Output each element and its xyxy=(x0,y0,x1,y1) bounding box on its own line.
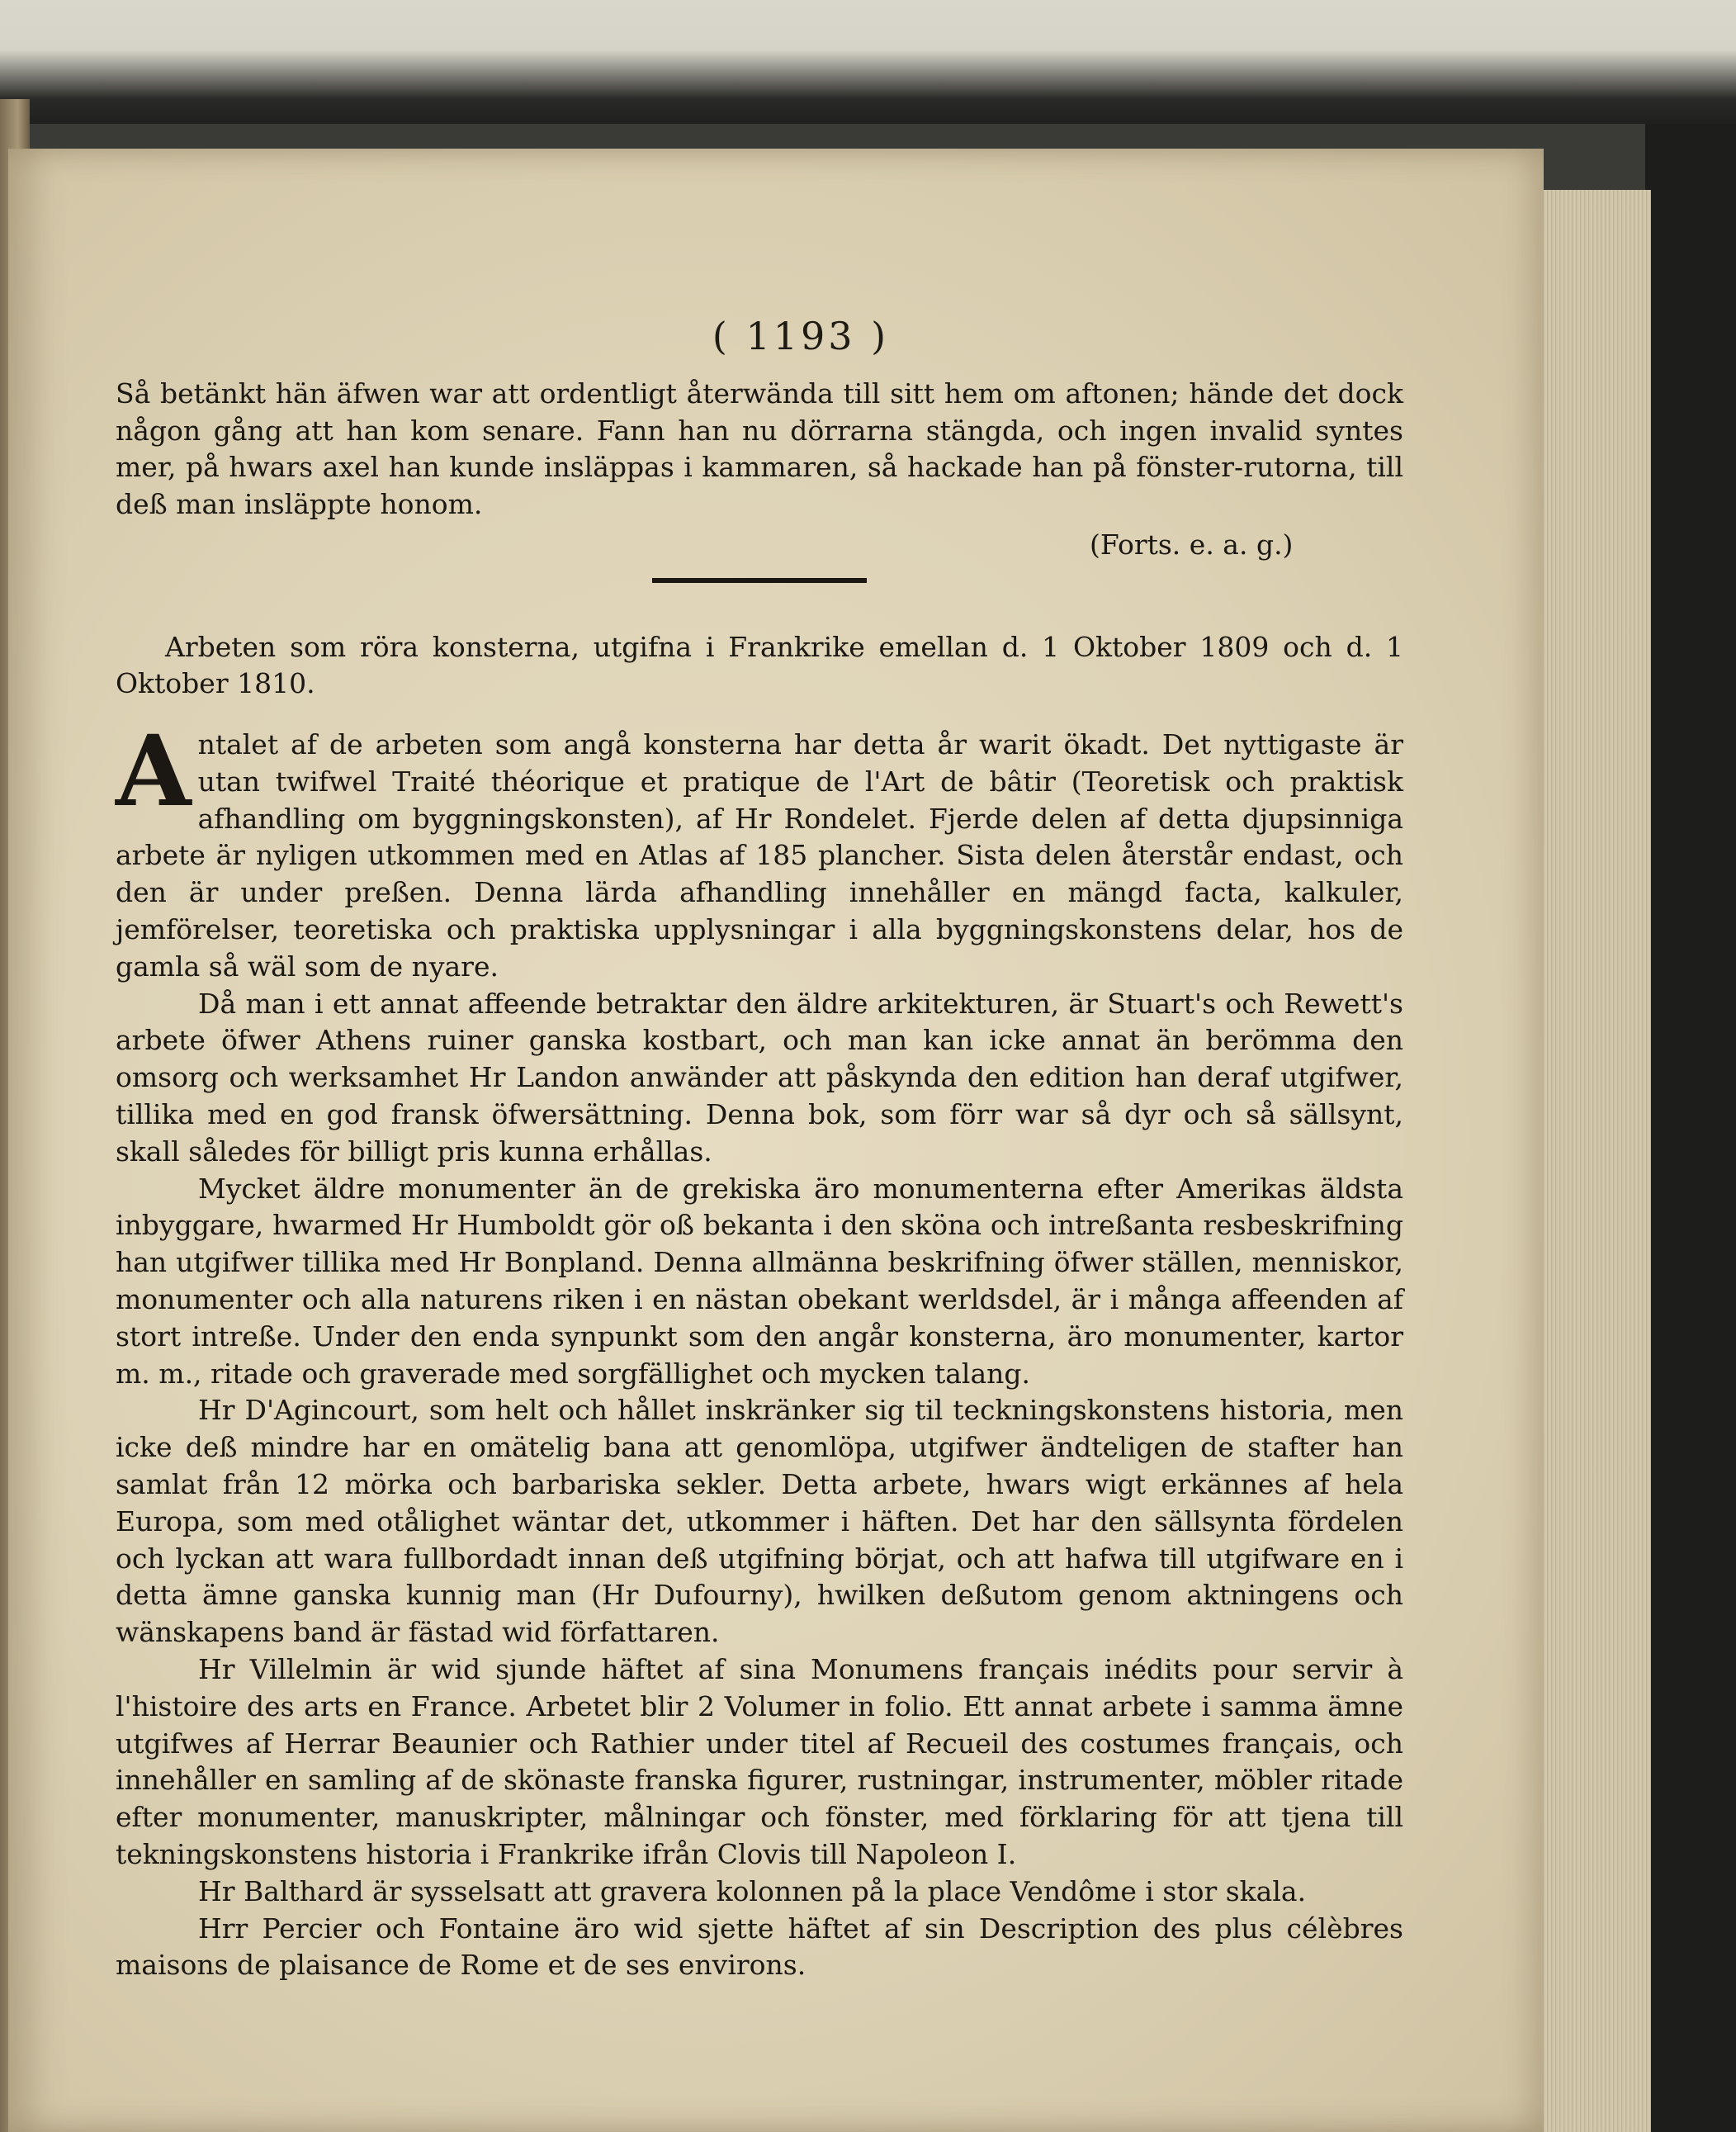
article-body xyxy=(116,713,1403,1984)
article-paragraph-7: Hrr Percier och Fontaine äro wid sjette häftet af sin Description des plus célèbres maisons de plaisance de Rome et de ses environs. xyxy=(116,1912,1403,1982)
article-paragraph-2: Då man i ett annat affeende betraktar den äldre arkitekturen, är Stuart's och Rewett's arbete öfwer Athens ruiner ganska kostbart, och man kan icke annat än berömma den omsorg och werksamhet Hr Landon anwänder att påskynda den edition han deraf utgifwer, tillika med en god fransk öfwersättning. Denna bok, som förr war så dyr och så sällsynt, skall således för billigt pris kunna erhållas. xyxy=(116,987,1403,1168)
article-paragraph-1 xyxy=(116,713,1403,986)
section-divider xyxy=(652,578,867,583)
article-paragraph-6: Hr Balthard är sysselsatt att gravera kolonnen på la place Vendôme i stor skala. xyxy=(198,1874,1307,1907)
article-paragraph-3: Mycket äldre monumenter än de grekiska äro monumenterna efter Amerikas äldsta inbyggare, hwarmed Hr Humboldt gör oß bekanta i den sköna och intreßanta resbeskrifning han utgifwer tillika med Hr Bonpland. Denna allmänna beskrifning öfwer ställen, menniskor, monumenter och alla naturens riken i en nästan obekant werldsdel, är i många affeenden af stort intreße. Under den enda synpunkt som den angår konsterna, äro monumenter, kartor m. m., ritade och graverade med sorgfällighet och mycken talang. xyxy=(116,1172,1403,1390)
scanner-background-top xyxy=(0,0,1736,124)
continuation-signature: (Forts. e. a. g.) xyxy=(1090,528,1294,561)
continuation-text xyxy=(116,376,1403,523)
article-title xyxy=(116,629,1403,702)
article-paragraph-5: Hr Villelmin är wid sjunde häftet af sina Monumens français inédits pour servir à l'histoire des arts en France. Arbetet blir 2 Volumer in folio. Ett annat arbete i samma ämne utgifwes af Herrar Beaunier och Rathier under titel af Recueil des costumes français, och innehåller en samling af de skönaste franska figurer, rustningar, instrumenter, möbler ritade efter monumenter, manuskripter, målningar och fönster, med förklaring för att tjena till tekningskonstens historia i Frankrike ifrån Clovis till Napoleon I. xyxy=(116,1652,1403,1870)
page-edges xyxy=(1527,190,1651,2132)
continuation-paragraph: Så betänkt hän äfwen war att ordentligt återwända till sitt hem om aftonen; hände det dock någon gång att han kom senare. Fann han nu dörrarna stängda, och ingen invalid syntes mer, på hwars axel han kunde insläppas i kammaren, så hackade han på fönster-rutorna, till deß man insläppte honom. xyxy=(116,377,1403,520)
page-number: ( 1193 ) xyxy=(712,314,890,358)
book-cover-right xyxy=(1645,124,1736,2132)
article-title-text: Arbeten som röra konsterna, utgifna i Frankrike emellan d. 1 Oktober 1809 och d. 1 Oktober 1810. xyxy=(116,631,1403,699)
article-paragraph-4: Hr D'Agincourt, som helt och hållet inskränker sig til teckningskonstens historia, men icke deß mindre har en omätelig bana att genomlöpa, utgifwer ändteligen de stafter han samlat från 12 mörka och barbariska sekler. Detta arbete, hwars wigt erkännes af hela Europa, som med otålighet wäntar det, utkommer i häften. Det har den sällsynta fördelen och lyckan att wara fullbordadt innan deß utgifning börjat, och att hafwa till utgifware en i detta ämne ganska kunnig man (Hr Dufourny), hwilken deßutom genom aktningens och wänskapens band är fästad wid författaren. xyxy=(116,1394,1403,1649)
article-paragraph-1-text: ntalet af de arbeten som angå konsterna har detta år warit ökadt. Det nyttigaste är utan twifwel Traité théorique et pratique de l'Art de bâtir (Teoretisk och praktisk afhandling om byggningskonsten), af Hr Rondelet. Fjerde delen af detta djupsinniga arbete är nyligen utkommen med en Atlas af 185 plancher. Sista delen återstår endast, och den är under preßen. Denna lärda afhandling innehåller en mängd facta, kalkuler, jemförelser, teoretiska och praktiska upplysningar i alla byggningskonstens delar, hos de gamla så wäl som de nyare. xyxy=(116,728,1403,983)
drop-cap: A xyxy=(116,713,192,828)
